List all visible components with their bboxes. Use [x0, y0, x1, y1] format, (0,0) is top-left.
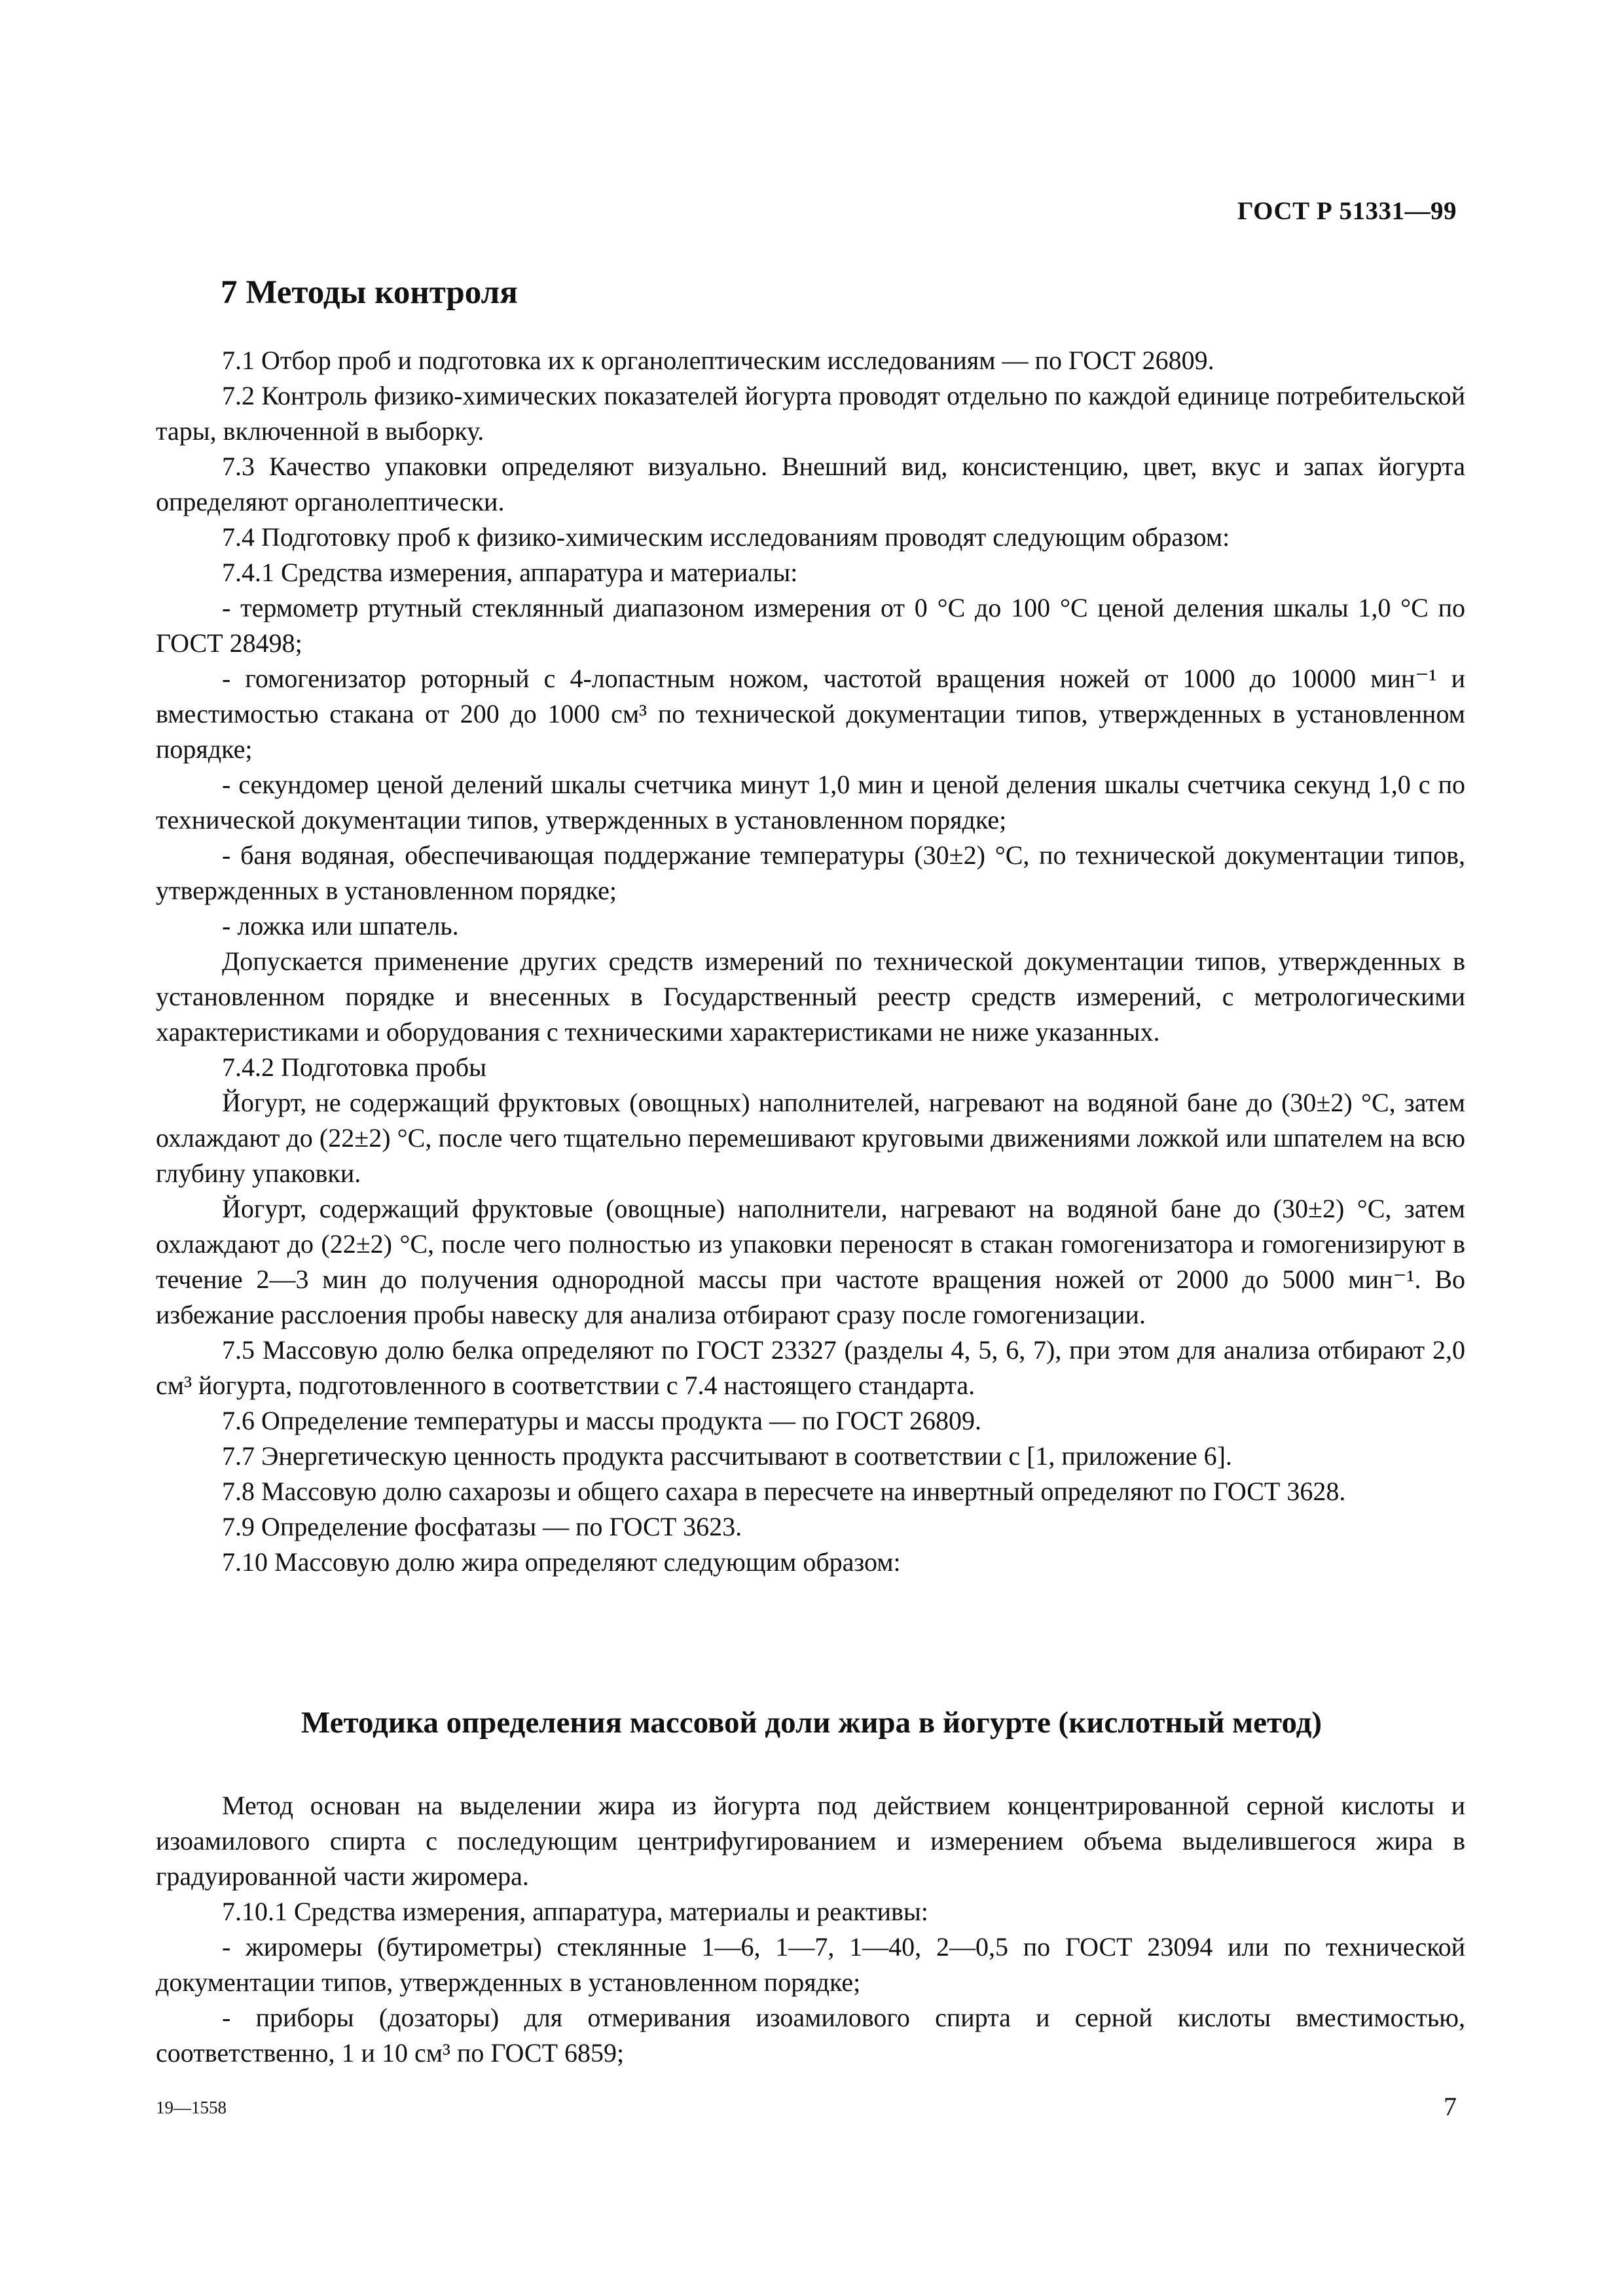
paragraph: Допускается применение других средств измерений по технической документации типов, утвержденных в установленном порядке и внесенных в Государственный реестр средств измерений, с метрологическими характеристиками и оборудования с техническими характеристиками не ниже указанных. — [156, 946, 1465, 1047]
paragraph: Метод основан на выделении жира из йогурта под действием концентрированной серной кислоты и изоамилового спирта с последующим центрифугированием и измерением объема выделившегося жира в градуированной части жиромера. — [156, 1791, 1465, 1891]
list-item: - приборы (дозаторы) для отмеривания изоамилового спирта и серной кислоты вместимостью, соответственно, 1 и 10 см³ по ГОСТ 6859; — [156, 2003, 1465, 2068]
method-title: Методика определения массовой доли жира в йогурте (кислотный метод) — [301, 1706, 1322, 1740]
paragraph: 7.3 Качество упаковки определяют визуально. Внешний вид, консистенцию, цвет, вкус и запах йогурта определяют органолептически. — [156, 452, 1465, 516]
paragraph: 7.6 Определение температуры и массы продукта — по ГОСТ 26809. — [222, 1406, 981, 1435]
section-body — [156, 343, 1465, 1580]
paragraph: 7.7 Энергетическую ценность продукта рассчитывают в соответствии с [1, приложение 6]. — [222, 1441, 1232, 1471]
paragraph: 7.9 Определение фосфатазы — по ГОСТ 3623. — [222, 1512, 742, 1541]
paragraph: 7.4.1 Средства измерения, аппаратура и материалы: — [222, 558, 798, 587]
print-code: 19—1558 — [156, 2098, 227, 2117]
list-item: - баня водяная, обеспечивающая поддержание температуры (30±2) °С, по технической документации типов, утвержденных в установленном порядке; — [156, 840, 1465, 905]
list-item: - жиромеры (бутирометры) стеклянные 1—6, 1—7, 1—40, 2—0,5 по ГОСТ 23094 или по технической документации типов, утвержденных в установленном порядке; — [156, 1932, 1465, 1997]
paragraph: 7.4 Подготовку проб к физико-химическим исследованиям проводят следующим образом: — [222, 522, 1230, 552]
paragraph: 7.10 Массовую долю жира определяют следующим образом: — [222, 1547, 901, 1577]
list-item: - термометр ртутный стеклянный диапазоном измерения от 0 °С до 100 °С ценой деления шкалы 1,0 °С по ГОСТ 28498; — [156, 593, 1465, 658]
list-item: - гомогенизатор роторный с 4-лопастным ножом, частотой вращения ножей от 1000 до 10000 мин⁻¹ и вместимостью стакана от 200 до 1000 см³ по технической документации типов, утвержденных в установленном порядке; — [156, 664, 1465, 764]
standard-code: ГОСТ Р 51331—99 — [1237, 197, 1457, 225]
paragraph: 7.5 Массовую долю белка определяют по ГОСТ 23327 (разделы 4, 5, 6, 7), при этом для анализа отбирают 2,0 см³ йогурта, подготовленного в соответствии с 7.4 настоящего стандарта. — [156, 1335, 1465, 1400]
paragraph: Йогурт, не содержащий фруктовых (овощных) наполнителей, нагревают на водяной бане до (30±2) °С, затем охлаждают до (22±2) °С, после чего тщательно перемешивают круговыми движениями ложкой или шпателем на всю глубину упаковки. — [156, 1088, 1465, 1188]
method-body — [156, 1788, 1465, 2071]
paragraph: 7.4.2 Подготовка пробы — [222, 1052, 487, 1082]
paragraph: 7.2 Контроль физико-химических показателей йогурта проводят отдельно по каждой единице потребительской тары, включенной в выборку. — [156, 381, 1465, 446]
list-item: - секундомер ценой делений шкалы счетчика минут 1,0 мин и ценой деления шкалы счетчика секунд 1,0 с по технической документации типов, утвержденных в установленном порядке; — [156, 770, 1465, 834]
paragraph: 7.10.1 Средства измерения, аппаратура, материалы и реактивы: — [222, 1897, 928, 1926]
page-number: 7 — [1444, 2092, 1457, 2121]
paragraph: 7.8 Массовую долю сахарозы и общего сахара в пересчете на инвертный определяют по ГОСТ 3628. — [222, 1477, 1346, 1506]
list-item: - ложка или шпатель. — [222, 911, 459, 941]
paragraph: 7.1 Отбор проб и подготовка их к органолептическим исследованиям — по ГОСТ 26809. — [222, 346, 1214, 375]
paragraph: Йогурт, содержащий фруктовые (овощные) наполнители, нагревают на водяной бане до (30±2) °С, затем охлаждают до (22±2) °С, после чего полностью из упаковки переносят в стакан гомогенизатора и гомогенизируют в течение 2—3 мин до получения однородной массы при частоте вращения ножей от 2000 до 5000 мин⁻¹. Во избежание расслоения пробы навеску для анализа отбирают сразу после гомогенизации. — [156, 1194, 1465, 1329]
section-title: 7 Методы контроля — [221, 274, 518, 311]
